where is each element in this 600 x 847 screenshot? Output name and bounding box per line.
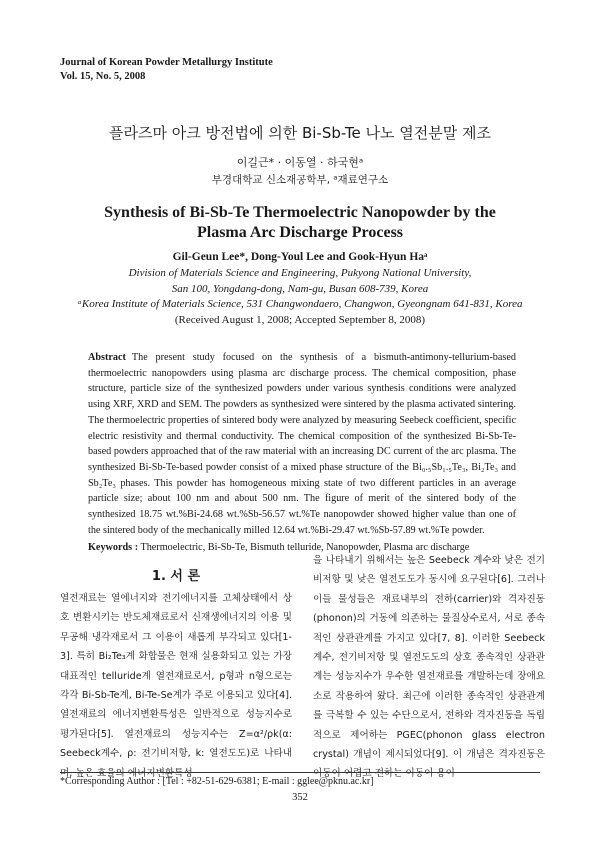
english-title [0, 203, 600, 243]
korean-authors: 이길근* · 이동열 · 하국현ᵃ [236, 156, 364, 169]
keywords-text: Thermoelectric, Bi-Sb-Te, Bismuth telluride, Nanopowder, Plasma arc discharge [140, 542, 470, 553]
journal-header [60, 56, 273, 83]
korean-affiliation: 부경대학교 신소재공학부, ᵃ재료연구소 [211, 174, 389, 186]
english-title-line-1: Synthesis of Bi-Sb-Te Thermoelectric Nanopowder by the [104, 204, 496, 221]
english-title-line-2: Plasma Arc Discharge Process [196, 224, 404, 241]
english-authors: Gil-Geun Lee*, Dong-Youl Lee and Gook-Hyun Haᵃ [172, 251, 428, 263]
affiliation-line-3: ᵃKorea Institute of Materials Science, 531 Changwondaero, Changwon, Gyeongnam 641-831, Korea [77, 298, 523, 310]
korean-title: 플라즈마 아크 방전법에 의한 Bi-Sb-Te 나노 열전분말 제조 [109, 124, 491, 142]
keywords-label: Keywords : [88, 542, 139, 553]
page-number: 352 [292, 792, 308, 803]
abstract-text: The present study focused on the synthesis of a bismuth-antimony-tellurium-based thermoelectric nanopowders using plasma arc discharge process. The chemical composition, phase structure, particle size of the synthesized powders under various synthesis conditions were analyzed using XRF, XRD and SEM. The powders as synthesized were sintered by the plasma activated sintering. The thermoelectric properties of sintered body were analyzed by measuring Seebeck coefficient, specific electric resistivity and thermal conductivity. The chemical composition of the synthesized Bi-Sb-Te-based powders approached that of the raw material with an increasing DC current of the arc plasma. The synthesized Bi-Sb-Te-based powder consist of a mixed phase structure of the Bi₀.₅Sb₁.₅Te₃, Bi₂Te₃ and Sb₂Te₃ phases. This powder has homogeneous mixing state of two different particles in an average particle size; about 100 nm and about 500 nm. The figure of merit of the sintered body of the synthesized 18.75 wt.%Bi-24.68 wt.%Sb-56.57 wt.%Te nanopowder showed higher value than one of the sintered body of the mechanically milled 12.64 wt.%Bi-29.47 wt.%Sb-57.89 wt.%Te powder. [88, 352, 516, 536]
body-column-left: 열전재료는 열에너지와 전기에너지를 고체상태에서 상호 변환시키는 반도체재료로서 신재생에너지의 이용 및 무공해 냉각재로서 그 이용이 새롭게 부각되고 있다[1-3]. 특히 Bi₂Te₃계 화합물은 현재 실용화되고 있는 가장 대표적인 telluride계 열전재료로서, p형과 n형으로는 각각 Bi-Sb-Te계, Bi-Te-Se계가 주로 이용되고 있다[4]. 열전재료의 에너지변환특성은 일반적으로 성능지수로 평가된다[5]. 열전재료의 성능지수는 Z=α²/ρk(α: Seebeck계수, ρ: 전기비저항, k: 열전도도)로 나타내며, 높은 효율의 에너지변환특성 [60, 593, 292, 779]
body-column-right: 을 나타내기 위해서는 높은 Seebeck 계수와 낮은 전기비저항 및 낮은 열전도도가 동시에 요구된다[6]. 그러나 이들 물성들은 재료내부의 전하(carrier)와 격자진동(phonon)의 거동에 의존하는 물질상수로서, 서로 종속적인 상관관계를 가지고 있다[7, 8]. 이러한 Seebeck 계수, 전기비저항 및 열전도도의 상호 종속적인 상관관계는 성능지수가 우수한 열전재료를 개발하는데 장애요소로 작용하여 왔다. 최근에 이러한 종속적인 상관관계를 극복할 수 있는 수단으로서, 전하와 격자진동을 독립적으로 제어하는 PGEC(phonon glass electron crystal) 개념이 제시되었다[9]. 이 개념은 격자진동은 이동이 어렵고 전하는 이동이 용이 [313, 555, 545, 780]
journal-volume: Vol. 15, No. 5, 2008 [60, 70, 146, 82]
corresponding-author-footnote: *Corresponding Author : [Tel : +82-51-629-6381; E-mail : gglee@pknu.ac.kr] [60, 776, 374, 787]
abstract [88, 350, 516, 538]
journal-name: Journal of Korean Powder Metallurgy Institute [60, 57, 273, 68]
footnote-divider [60, 772, 540, 773]
affiliation-line-1: Division of Materials Science and Engineering, Pukyong National University, [128, 267, 472, 279]
affiliation-line-2: San 100, Yongdang-dong, Nam-gu, Busan 608-739, Korea [171, 282, 429, 295]
section-heading: 1. 서 론 [151, 569, 201, 584]
abstract-label: Abstract [88, 352, 126, 363]
received-dates: (Received August 1, 2008; Accepted September 8, 2008) [174, 313, 426, 326]
english-affiliation [0, 266, 600, 328]
